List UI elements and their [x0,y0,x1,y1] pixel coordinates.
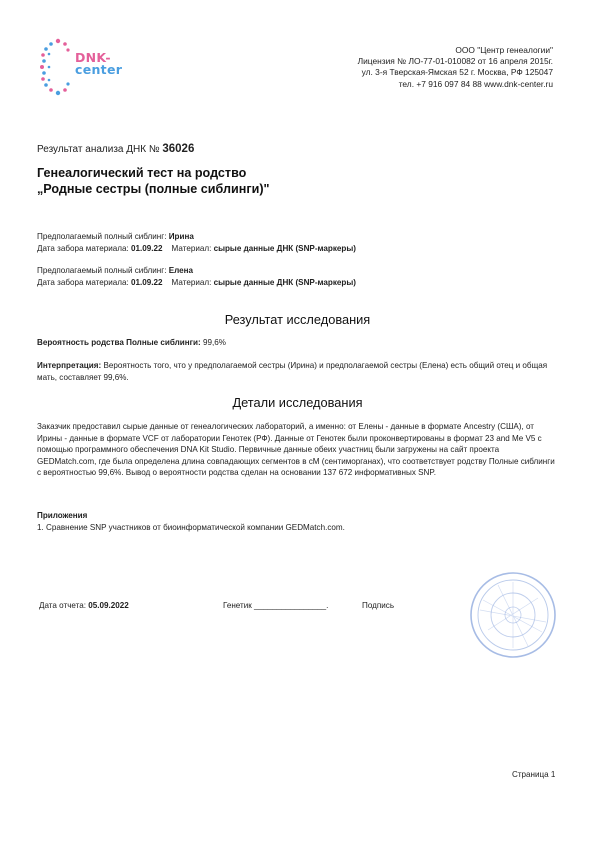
report-date [39,601,129,610]
subject-name-line [37,231,356,243]
official-stamp [468,570,558,660]
interpretation-text: Вероятность того, что у предполагаемой сестры (Ирина) и предполагаемой сестры (Елена) есть общий отец и общая мать, составляет 99,6%. [37,361,548,382]
stamp-seal-icon [468,570,558,660]
organization-info [253,45,553,90]
org-address: ул. 3-я Тверская-Ямская 52 г. Москва, РФ 125047 [361,67,553,78]
appendix-item: 1. Сравнение SNP участников от биоинформатической компании GEDMatch.com. [37,523,345,532]
logo-line1: DNK- [75,50,111,65]
geneticist-line: Генетик ________________. [223,601,329,610]
company-logo [38,38,138,98]
logo-line2: center [75,62,123,77]
material-label: Материал: [171,277,212,287]
report-date-label: Дата отчета: [39,601,87,610]
report-ref-label: Результат анализа ДНК № [37,144,160,155]
subject-block [37,265,356,288]
probability-value: 99,6% [202,338,226,347]
page-number: Страница 1 [512,770,556,779]
dna-helix-icon [38,38,78,98]
probability-label: Вероятность родства Полные сиблинги: [37,338,201,347]
material-value: сырые данные ДНК (SNP-маркеры) [213,243,356,253]
subject-name: Ирина [168,232,194,241]
material-value: сырые данные ДНК (SNP-маркеры) [213,277,356,287]
collection-date-label: Дата забора материала: [37,243,129,253]
logo-wordmark [75,52,122,76]
report-title [37,165,270,197]
subject-details-line [37,243,356,255]
report-title-line1: Генеалогический тест на родство [37,166,247,180]
org-name: ООО "Центр генеалогии" [455,45,553,55]
collection-date: 01.09.22 [131,277,163,287]
details-heading: Детали исследования [232,395,363,410]
subject-block [37,231,356,254]
report-reference [37,143,194,155]
signature-label: Подпись [362,601,395,610]
result-heading: Результат исследования [224,312,371,327]
subject-label: Предполагаемый полный сиблинг: [37,266,167,275]
collection-date-label: Дата забора материала: [37,277,129,287]
probability-line [37,337,559,349]
org-license: Лицензия № ЛО-77-01-010082 от 16 апреля 2015г. [357,56,553,67]
report-ref-number: 36026 [162,143,195,155]
subject-details-line [37,277,356,289]
report-title-line2: „Родные сестры (полные сиблинги)" [37,182,270,196]
details-paragraph: Заказчик предоставил сырые данные от генеалогических лабораторий, а именно: от Елены - данные в формате Ancestry (США), от Ирины - данные в формате VCF от лаборатории Генотек (РФ). Данные от Генотек были проконвертированы в формат 23 and Me V5 с помощью программного обеспечения DNA Kit Studio. Первичные данные обеих участниц были загружены на сайт проекта GEDMatch.com, где была определена длина совпадающих сегментов в сМ (сентиморганах), что соответствует родству Полные сиблинги с вероятностью 99,6%. Вывод о вероятности родства сделан на основании 137 672 информативных SNP. [37,422,555,478]
appendix-title: Приложения [37,511,88,520]
subject-label: Предполагаемый полный сиблинг: [37,232,167,241]
material-label: Материал: [171,243,212,253]
appendix-heading [37,510,559,522]
collection-date: 01.09.22 [131,243,163,253]
interpretation-paragraph [37,360,559,383]
report-date-value: 05.09.2022 [88,601,129,610]
subject-name: Елена [168,266,194,275]
interpretation-label: Интерпретация: [37,361,102,370]
subject-name-line [37,265,356,277]
org-contacts: тел. +7 916 097 84 88 www.dnk-center.ru [398,78,553,89]
